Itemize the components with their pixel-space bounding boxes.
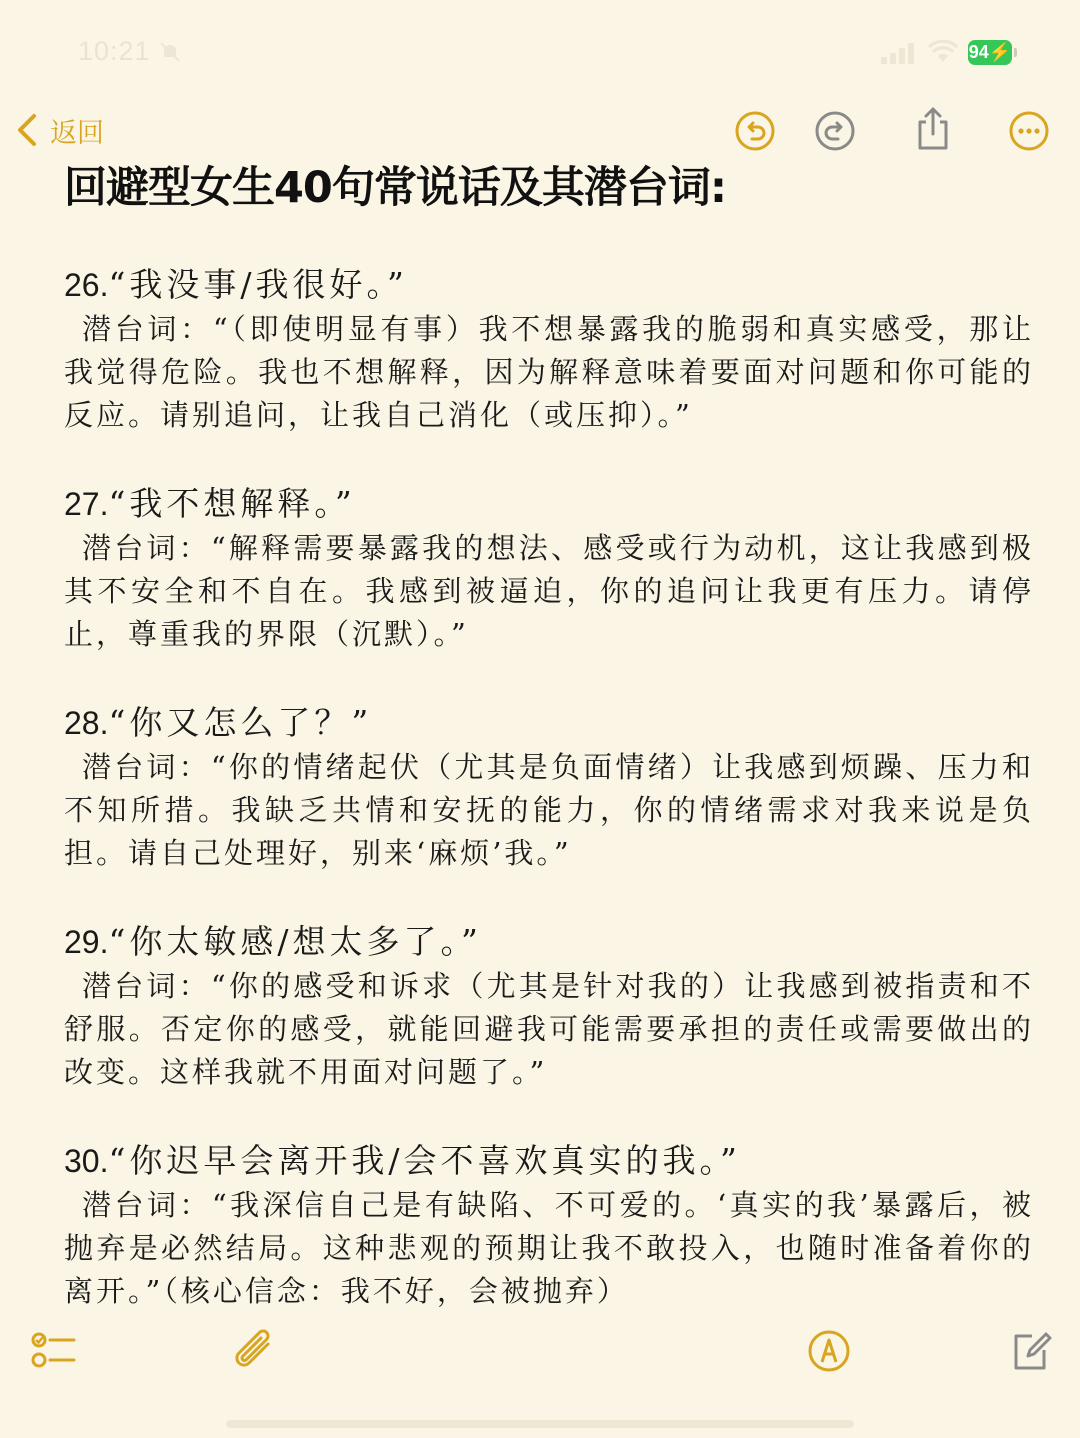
- chevron-left-icon: [14, 110, 40, 150]
- back-label: 返回: [50, 117, 104, 149]
- entry-number: 28.: [64, 705, 109, 741]
- checklist-icon[interactable]: [30, 1328, 76, 1374]
- subtext-body: “我深信自己是有缺陷、不可爱的。‘真实的我’暴露后，被抛弃是必然结局。这种悲观的预期让我不敢投入，也随时准备着你的离开。”（核心信念：我不好，会被抛弃）: [64, 1188, 1034, 1308]
- entry-number: 27.: [64, 486, 109, 522]
- compose-icon[interactable]: [1008, 1328, 1054, 1374]
- subtext-label: 潜台词：: [82, 1188, 212, 1222]
- entry-quote: “你迟早会离开我/会不喜欢真实的我。”: [108, 1141, 741, 1180]
- entry-subtext: [64, 965, 1034, 1094]
- note-entry: [64, 919, 1034, 1094]
- entry-subtext: [64, 527, 1034, 656]
- subtext-body: “你的情绪起伏（尤其是负面情绪）让我感到烦躁、压力和不知所措。我缺乏共情和安抚的能力，你的情绪需求对我来说是负担。请自己处理好，别来‘麻烦’我。”: [64, 750, 1034, 870]
- status-bar: [0, 0, 1080, 100]
- entry-subtext: [64, 746, 1034, 875]
- subtext-body: “解释需要暴露我的想法、感受或行为动机，这让我感到极其不安全和不自在。我感到被逼迫，你的追问让我更有压力。请停止，尊重我的界限（沉默）。”: [64, 531, 1034, 651]
- entry-heading: [64, 919, 1034, 965]
- subtext-label: 潜台词：: [82, 312, 213, 346]
- subtext-body: “（即使明显有事）我不想暴露我的脆弱和真实感受，那让我觉得危险。我也不想解释，因为解释意味着要面对问题和你可能的反应。请别追问，让我自己消化（或压抑）。”: [64, 312, 1034, 432]
- note-entry: [64, 481, 1034, 656]
- entry-heading: [64, 700, 1034, 746]
- entry-heading: [64, 481, 1034, 527]
- entry-number: 30.: [64, 1143, 109, 1179]
- entry-number: 26.: [64, 267, 109, 303]
- entry-heading: [64, 1138, 1034, 1184]
- signal-icon: [880, 42, 916, 64]
- battery-cap: [1014, 48, 1017, 57]
- back-button[interactable]: [14, 108, 104, 152]
- redo-icon[interactable]: [814, 110, 856, 152]
- entry-quote: “你又怎么了？”: [108, 703, 373, 742]
- note-entry: [64, 700, 1034, 875]
- battery-indicator: 94⚡: [968, 40, 1012, 65]
- battery-level: 94: [968, 42, 989, 62]
- subtext-body: “你的感受和诉求（尤其是针对我的）让我感到被指责和不舒服。否定你的感受，就能回避我可能需要承担的责任或需要做出的改变。这样我就不用面对问题了。”: [64, 969, 1034, 1089]
- subtext-label: 潜台词：: [82, 531, 211, 565]
- more-icon[interactable]: [1008, 110, 1050, 152]
- entry-subtext: [64, 308, 1034, 437]
- entry-heading: [64, 262, 1034, 308]
- subtext-label: 潜台词：: [82, 750, 211, 784]
- entry-quote: “我不想解释。”: [108, 484, 356, 523]
- note-entry: [64, 262, 1034, 437]
- subtext-label: 潜台词：: [82, 969, 211, 1003]
- home-indicator[interactable]: [226, 1420, 854, 1428]
- share-icon[interactable]: [912, 106, 954, 152]
- undo-icon[interactable]: [734, 110, 776, 152]
- status-time: 10:21: [78, 36, 151, 66]
- entry-quote: “你太敏感/想太多了。”: [108, 922, 482, 961]
- entry-quote: “我没事/我很好。”: [108, 265, 408, 304]
- markup-pen-icon[interactable]: [806, 1328, 852, 1374]
- paperclip-icon[interactable]: [232, 1328, 278, 1374]
- note-entry: [64, 1138, 1034, 1313]
- wifi-icon: [928, 40, 958, 64]
- entry-subtext: [64, 1184, 1034, 1313]
- note-title[interactable]: 回避型女生40句常说话及其潜台词:: [64, 163, 727, 213]
- entry-number: 29.: [64, 924, 109, 960]
- bell-slash-icon: [158, 40, 182, 64]
- note-body[interactable]: [64, 262, 1034, 1322]
